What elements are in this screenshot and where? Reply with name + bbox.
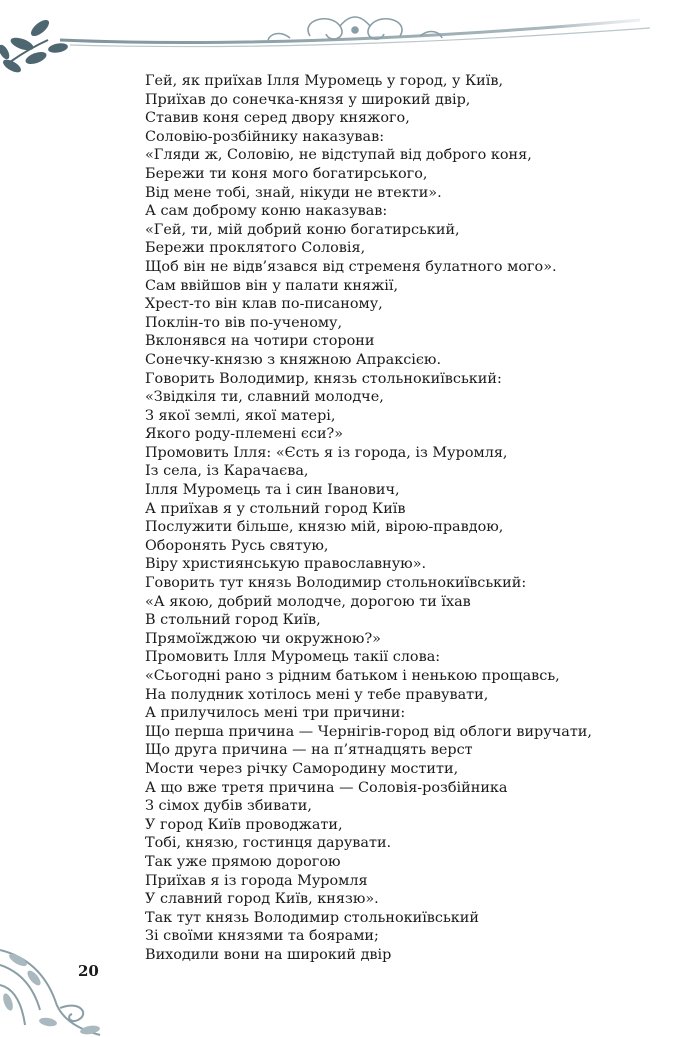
poem-line: Від мене тобі, знай, нікуди не втекти». [145,184,442,201]
poem-line: З якої землі, якої матері, [145,407,336,424]
poem-line: У славний город Київ, князю». [145,891,379,908]
poem-line: Що перша причина — Чернігів-город від облоги виручати, [145,723,592,740]
poem-line: Промовить Ілля: «Єсть я із города, із Муромля, [145,444,508,461]
poem-line: Віру християнськую православную». [145,556,427,573]
poem-line: Мости через річку Самородину мостити, [145,760,459,777]
poem-line: Говорить тут князь Володимир стольнокиївський: [145,575,527,592]
page-number: 20 [78,962,99,980]
bottom-ornament [0,930,160,1037]
poem-line: Оборонять Русь святую, [145,537,329,554]
poem-line: А прилучилось мені три причини: [145,705,406,722]
poem-line: Що друга причина — на п’ятнадцять верст [145,742,473,759]
poem-line: Соловію-розбійнику наказував: [145,128,385,145]
poem-line: А сам доброму коню наказував: [145,203,388,220]
poem-line: Так уже прямою дорогою [145,853,341,870]
poem-line: Приїхав до сонечка-князя у широкий двір, [145,91,471,108]
poem-line: Поклін-то вів по-ученому, [145,314,343,331]
poem-line: У город Київ проводжати, [145,816,343,833]
poem-line: Ставив коня серед двору княжого, [145,110,410,127]
poem-line: Гей, як приїхав Ілля Муромець у город, у Київ, [145,73,504,89]
poem-line: Тобі, князю, гостинця дарувати. [145,835,392,852]
poem-line: Сонечку-князю з княжною Апраксією. [145,351,442,368]
poem-line: «Гей, ти, мій добрий коню богатирський, [145,221,460,238]
poem-line: Якого роду-племені єси?» [145,426,344,443]
poem-line: Так тут князь Володимир стольнокиївський [145,909,479,926]
leaf-branch-icon [0,17,69,75]
poem-text [145,72,695,965]
poem-line: Ілля Муромець та і син Іванович, [145,482,400,499]
poem-line: «Гляди ж, Соловію, не відступай від доброго коня, [145,147,532,164]
poem-line: Щоб він не відв’язався від стременя булатного мого». [145,258,557,275]
poem-line: Вклонявся на чотири сторони [145,333,375,350]
poem-line: В стольний город Київ, [145,612,321,629]
poem-line: Виходили вони на широкий двір [145,946,392,963]
poem-line: Послужити більше, князю мій, вірою-правдою, [145,519,504,536]
poem-line: А приїхав я у стольний город Київ [145,500,406,517]
poem-line: Промовить Ілля Муромець такії слова: [145,649,441,666]
poem-line: «Звідкіля ти, славний молодче, [145,389,384,406]
poem-line: Прямоїжджою чи окружною?» [145,630,381,647]
poem-line: «А якою, добрий молодче, дорогою ти їхав [145,593,471,610]
poem-line: Говорить Володимир, князь стольнокиївський: [145,370,502,387]
poem-line: Хрест-то він клав по-писаному, [145,296,383,313]
poem-line: Бережи проклятого Соловія, [145,240,366,257]
poem-line: З сімох дубів збивати, [145,798,312,815]
poem-line: Зі своїми князями та боярами; [145,928,379,945]
poem-line: Приїхав я із города Муромля [145,872,368,889]
poem-line: На полудник хотілось мені у тебе правувати, [145,686,489,703]
poem-line: «Сьогодні рано з рідним батьком і ненькою прощавсь, [145,668,560,684]
poem-line: Сам ввійшов він у палати княжії, [145,277,399,294]
poem-line: Із села, із Карачаєва, [145,463,309,480]
poem-line: А що вже третя причина — Соловія-розбійника [145,779,508,796]
poem-line: Бережи ти коня мого богатирського, [145,165,428,182]
